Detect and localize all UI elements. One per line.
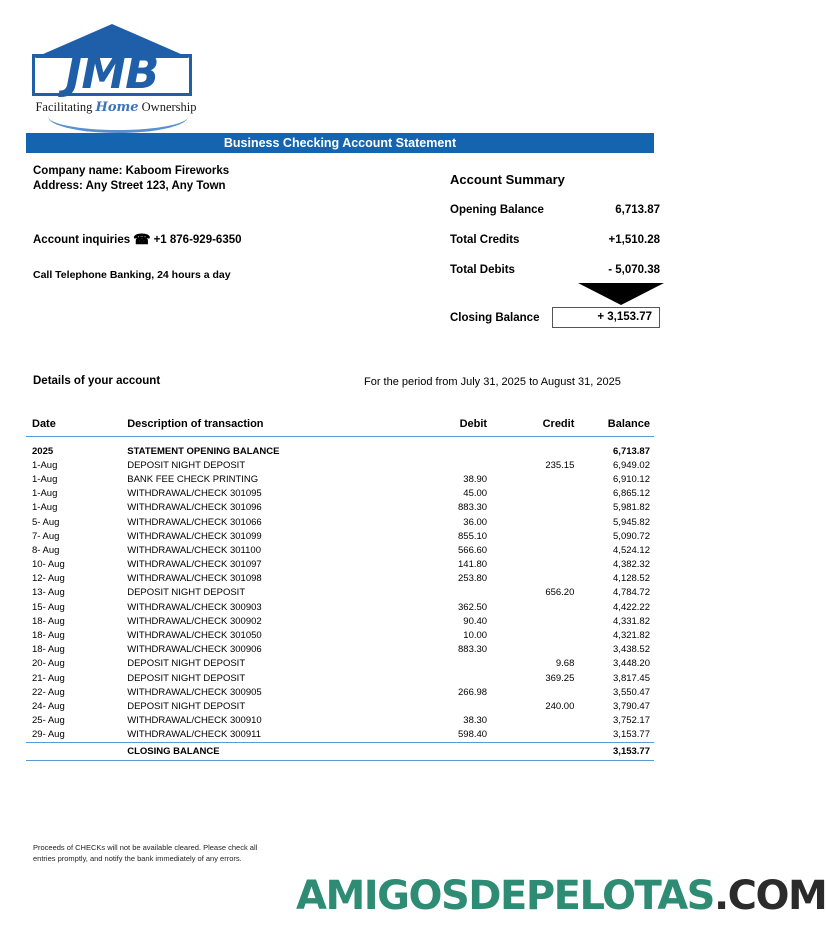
cell-description: WITHDRAWAL/CHECK 301050 bbox=[127, 630, 262, 642]
cell-balance: 4,331.82 bbox=[613, 615, 650, 627]
account-inquiries-label: Account inquiries bbox=[33, 234, 131, 246]
cell-credit bbox=[487, 628, 574, 642]
summary-label-opening-balance: Opening Balance bbox=[450, 204, 544, 216]
cell-description: WITHDRAWAL/CHECK 301097 bbox=[127, 559, 262, 571]
cell-description: WITHDRAWAL/CHECK 300906 bbox=[127, 644, 262, 656]
company-name-line: Company name: Kaboom Fireworks bbox=[33, 165, 230, 177]
cell-debit: 362.50 bbox=[458, 601, 488, 613]
cell-date: 12- Aug bbox=[32, 573, 65, 585]
cell-description: WITHDRAWAL/CHECK 301098 bbox=[127, 573, 262, 585]
customer-info-block bbox=[33, 164, 229, 194]
table-row bbox=[26, 515, 654, 529]
watermark-tld: .COM bbox=[713, 873, 826, 919]
cell-credit bbox=[487, 472, 574, 486]
cell-credit bbox=[487, 643, 574, 657]
inquiries-phone-number: +1 876-929-6350 bbox=[153, 234, 242, 246]
table-row bbox=[26, 685, 654, 699]
cell-debit: 38.30 bbox=[463, 715, 488, 727]
cell-debit: 883.30 bbox=[458, 644, 488, 656]
cell-date: 22- Aug bbox=[32, 686, 65, 698]
cell-balance: 4,784.72 bbox=[613, 587, 650, 599]
table-row bbox=[26, 472, 654, 486]
cell-balance: 5,981.82 bbox=[613, 502, 650, 514]
cell-date: 1-Aug bbox=[32, 502, 58, 514]
cell-description: DEPOSIT NIGHT DEPOSIT bbox=[127, 587, 246, 599]
cell-description: BANK FEE CHECK PRINTING bbox=[127, 473, 259, 485]
table-spacer bbox=[26, 437, 654, 445]
cell-balance: 6,865.12 bbox=[613, 488, 650, 500]
closing-cell-credit bbox=[487, 742, 574, 760]
closing-balance-row bbox=[450, 307, 660, 328]
column-header-credit: Credit bbox=[487, 414, 574, 437]
cell-date: 10- Aug bbox=[32, 559, 65, 571]
details-heading: Details of your account bbox=[33, 375, 161, 387]
cell-description: WITHDRAWAL/CHECK 300910 bbox=[127, 715, 262, 727]
cell-date: 5- Aug bbox=[32, 516, 60, 528]
cell-balance: 3,448.20 bbox=[613, 658, 650, 670]
cell-date: 18- Aug bbox=[32, 630, 65, 642]
cell-balance: 4,382.32 bbox=[613, 559, 650, 571]
summary-row-total-credits bbox=[450, 234, 660, 246]
cell-date: 2025 bbox=[32, 445, 54, 457]
cell-date: 25- Aug bbox=[32, 715, 65, 727]
closing-balance-label: Closing Balance bbox=[450, 311, 540, 324]
cell-date: 1-Aug bbox=[32, 473, 58, 485]
cell-date: 29- Aug bbox=[32, 729, 65, 741]
cell-credit bbox=[487, 685, 574, 699]
cell-credit: 240.00 bbox=[545, 700, 575, 712]
cell-debit: 90.40 bbox=[463, 615, 488, 627]
transactions-body bbox=[26, 437, 654, 761]
cell-balance: 3,153.77 bbox=[613, 729, 650, 741]
cell-description: DEPOSIT NIGHT DEPOSIT bbox=[127, 672, 246, 684]
summary-row-opening-balance bbox=[450, 204, 660, 216]
tagline-suffix: Ownership bbox=[141, 100, 197, 114]
summary-label-total-credits: Total Credits bbox=[450, 234, 520, 246]
logo-wordmark: JMB bbox=[65, 46, 159, 99]
cell-debit: 253.80 bbox=[458, 573, 488, 585]
account-inquiries-line bbox=[33, 231, 242, 248]
closing-balance-value: + 3,153.77 bbox=[552, 307, 660, 328]
cell-date: 18- Aug bbox=[32, 644, 65, 656]
cell-debit bbox=[398, 699, 487, 713]
cell-credit bbox=[487, 501, 574, 515]
summary-value-total-credits: +1,510.28 bbox=[608, 234, 660, 246]
cell-debit: 45.00 bbox=[463, 488, 488, 500]
cell-description: DEPOSIT NIGHT DEPOSIT bbox=[127, 459, 246, 471]
table-row bbox=[26, 501, 654, 515]
cell-description: WITHDRAWAL/CHECK 300902 bbox=[127, 615, 262, 627]
cell-debit: 38.90 bbox=[463, 473, 488, 485]
cell-balance: 3,550.47 bbox=[613, 686, 650, 698]
table-row bbox=[26, 657, 654, 671]
cell-balance: 3,790.47 bbox=[613, 700, 650, 712]
closing-cell-description: CLOSING BALANCE bbox=[127, 742, 398, 760]
cell-credit: 656.20 bbox=[545, 587, 575, 599]
cell-credit: 235.15 bbox=[545, 459, 575, 471]
cell-credit: 9.68 bbox=[555, 658, 575, 670]
cell-date: 1-Aug bbox=[32, 488, 58, 500]
cell-balance: 4,524.12 bbox=[613, 544, 650, 556]
cell-debit bbox=[398, 657, 487, 671]
closing-cell-balance: 3,153.77 bbox=[574, 742, 654, 760]
cell-description: STATEMENT OPENING BALANCE bbox=[127, 445, 280, 457]
closing-cell-debit bbox=[398, 742, 487, 760]
down-arrow-icon bbox=[578, 283, 664, 305]
cell-debit: 883.30 bbox=[458, 502, 488, 514]
cell-balance: 4,422.22 bbox=[613, 601, 650, 613]
table-row bbox=[26, 699, 654, 713]
cell-credit bbox=[487, 600, 574, 614]
cell-date: 20- Aug bbox=[32, 658, 65, 670]
cell-balance: 6,910.12 bbox=[613, 473, 650, 485]
cell-balance: 3,817.45 bbox=[613, 672, 650, 684]
cell-debit: 566.60 bbox=[458, 544, 488, 556]
summary-label-total-debits: Total Debits bbox=[450, 264, 515, 276]
table-row bbox=[26, 543, 654, 557]
cell-date: 21- Aug bbox=[32, 672, 65, 684]
table-row bbox=[26, 529, 654, 543]
logo-swoosh-icon bbox=[48, 116, 188, 130]
cell-description: WITHDRAWAL/CHECK 301099 bbox=[127, 530, 262, 542]
cell-description: WITHDRAWAL/CHECK 301100 bbox=[127, 544, 261, 556]
cell-credit bbox=[487, 487, 574, 501]
column-header-debit: Debit bbox=[398, 414, 487, 437]
telephone-icon: ☎ bbox=[133, 231, 151, 247]
table-row bbox=[26, 487, 654, 501]
cell-description: DEPOSIT NIGHT DEPOSIT bbox=[127, 658, 246, 670]
tagline-accent-word: Home bbox=[95, 100, 139, 115]
cell-description: WITHDRAWAL/CHECK 301095 bbox=[127, 488, 262, 500]
cell-debit bbox=[398, 444, 487, 458]
tagline-prefix: Facilitating bbox=[35, 100, 93, 114]
cell-balance: 6,713.87 bbox=[613, 445, 650, 457]
cell-credit bbox=[487, 529, 574, 543]
column-header-description: Description of transaction bbox=[127, 414, 398, 437]
table-row bbox=[26, 444, 654, 458]
table-row bbox=[26, 728, 654, 743]
cell-description: WITHDRAWAL/CHECK 301066 bbox=[127, 516, 262, 528]
transactions-table bbox=[26, 414, 654, 761]
table-row bbox=[26, 628, 654, 642]
cell-debit: 36.00 bbox=[463, 516, 488, 528]
cell-debit bbox=[398, 586, 487, 600]
cell-description: DEPOSIT NIGHT DEPOSIT bbox=[127, 700, 246, 712]
cell-description: WITHDRAWAL/CHECK 300911 bbox=[127, 729, 261, 741]
column-header-balance: Balance bbox=[574, 414, 654, 437]
cell-credit bbox=[487, 614, 574, 628]
account-summary-panel bbox=[450, 172, 660, 294]
cell-balance: 5,945.82 bbox=[613, 516, 650, 528]
account-summary-title: Account Summary bbox=[450, 172, 565, 187]
cell-credit: 369.25 bbox=[545, 672, 575, 684]
table-row bbox=[26, 714, 654, 728]
company-address-line: Address: Any Street 123, Any Town bbox=[33, 180, 226, 192]
telephone-banking-note: Call Telephone Banking, 24 hours a day bbox=[33, 269, 231, 281]
cell-description: WITHDRAWAL/CHECK 300905 bbox=[127, 686, 262, 698]
cell-date: 18- Aug bbox=[32, 615, 65, 627]
cell-debit bbox=[398, 458, 487, 472]
table-header-row bbox=[26, 414, 654, 437]
table-row bbox=[26, 643, 654, 657]
cell-date: 24- Aug bbox=[32, 700, 65, 712]
statement-period: For the period from July 31, 2025 to August 31, 2025 bbox=[364, 376, 621, 388]
table-row bbox=[26, 572, 654, 586]
table-closing-balance-row bbox=[26, 742, 654, 760]
cell-balance: 6,949.02 bbox=[613, 459, 650, 471]
cell-description: WITHDRAWAL/CHECK 301096 bbox=[127, 502, 262, 514]
cell-credit bbox=[487, 515, 574, 529]
cell-debit: 598.40 bbox=[458, 729, 488, 741]
cell-date: 8- Aug bbox=[32, 544, 60, 556]
table-row bbox=[26, 614, 654, 628]
cell-balance: 5,090.72 bbox=[613, 530, 650, 542]
cell-credit bbox=[487, 728, 574, 743]
cell-balance: 3,752.17 bbox=[613, 715, 650, 727]
cell-balance: 4,128.52 bbox=[613, 573, 650, 585]
table-row bbox=[26, 586, 654, 600]
cell-credit bbox=[487, 543, 574, 557]
watermark-domain-name: AMIGOSDEPELOTAS bbox=[296, 873, 714, 919]
cell-description: WITHDRAWAL/CHECK 300903 bbox=[127, 601, 262, 613]
cell-debit: 10.00 bbox=[463, 630, 488, 642]
closing-cell-date bbox=[26, 742, 127, 760]
summary-value-total-debits: - 5,070.38 bbox=[608, 264, 660, 276]
cell-date: 1-Aug bbox=[32, 459, 58, 471]
cell-credit bbox=[487, 444, 574, 458]
bank-logo bbox=[26, 24, 206, 124]
cell-balance: 4,321.82 bbox=[613, 630, 650, 642]
statement-title-bar: Business Checking Account Statement bbox=[26, 133, 654, 153]
cell-date: 15- Aug bbox=[32, 601, 65, 613]
summary-row-total-debits bbox=[450, 264, 660, 276]
table-row bbox=[26, 458, 654, 472]
cell-date: 7- Aug bbox=[32, 530, 60, 542]
cell-balance: 3,438.52 bbox=[613, 644, 650, 656]
table-row bbox=[26, 558, 654, 572]
cell-credit bbox=[487, 572, 574, 586]
cell-credit bbox=[487, 714, 574, 728]
cell-debit: 141.80 bbox=[458, 559, 488, 571]
site-watermark bbox=[296, 873, 826, 919]
summary-value-opening-balance: 6,713.87 bbox=[615, 204, 660, 216]
column-header-date: Date bbox=[26, 414, 127, 437]
cell-debit: 855.10 bbox=[458, 530, 488, 542]
cell-debit: 266.98 bbox=[458, 686, 488, 698]
cell-date: 13- Aug bbox=[32, 587, 65, 599]
cell-credit bbox=[487, 558, 574, 572]
footer-disclaimer: Proceeds of CHECKs will not be available cleared. Please check all entries promptly, and notify the bank immediately of any errors. bbox=[33, 843, 258, 863]
table-row bbox=[26, 600, 654, 614]
table-row bbox=[26, 671, 654, 685]
cell-debit bbox=[398, 671, 487, 685]
